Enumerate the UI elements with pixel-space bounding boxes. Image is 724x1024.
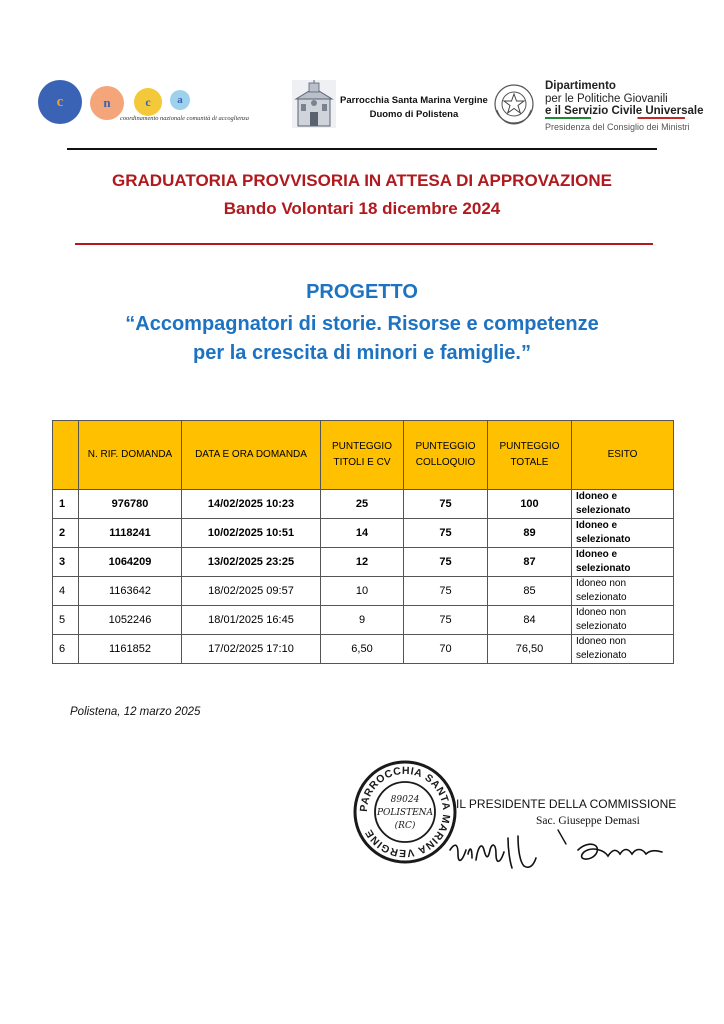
commission-president-label: IL PRESIDENTE DELLA COMMISSIONE xyxy=(456,797,677,811)
row-esito: Idoneo non selezionato xyxy=(572,635,674,664)
row-data: 18/01/2025 16:45 xyxy=(182,606,321,635)
parish-line1: Parrocchia Santa Marina Vergine xyxy=(340,95,488,106)
row-data: 18/02/2025 09:57 xyxy=(182,577,321,606)
handwritten-signature xyxy=(438,820,678,880)
table-row xyxy=(53,490,674,519)
project-label: PROGETTO xyxy=(306,281,418,303)
row-number: 6 xyxy=(53,635,79,664)
cnca-letter: a xyxy=(170,90,190,110)
row-number: 5 xyxy=(53,606,79,635)
col-data: DATA E ORA DOMANDA xyxy=(182,421,321,490)
svg-text:POLISTENA: POLISTENA xyxy=(376,808,434,818)
col-totale: PUNTEGGIO TOTALE xyxy=(488,421,572,490)
row-data: 17/02/2025 17:10 xyxy=(182,635,321,664)
row-titoli: 6,50 xyxy=(321,635,404,664)
row-number: 2 xyxy=(53,519,79,548)
table-row xyxy=(53,548,674,577)
row-data: 14/02/2025 10:23 xyxy=(182,490,321,519)
row-titoli: 14 xyxy=(321,519,404,548)
ranking-table xyxy=(52,420,674,664)
cnca-subtitle: coordinamento nazionale comunità di accoglienza xyxy=(120,115,249,122)
parish-line2: Duomo di Polistena xyxy=(369,109,459,120)
project-name-line1: “Accompagnatori di storie. Risorse e competenze xyxy=(125,313,599,335)
row-rif: 1052246 xyxy=(79,606,182,635)
header-divider xyxy=(67,148,657,150)
italian-emblem-icon xyxy=(492,80,536,128)
row-totale: 76,50 xyxy=(488,635,572,664)
row-esito: Idoneo e selezionato xyxy=(572,519,674,548)
row-rif: 976780 xyxy=(79,490,182,519)
row-rif: 1163642 xyxy=(79,577,182,606)
row-totale: 87 xyxy=(488,548,572,577)
row-colloquio: 75 xyxy=(404,606,488,635)
department-line1: Dipartimento xyxy=(545,80,616,92)
table-row xyxy=(53,519,674,548)
row-totale: 89 xyxy=(488,519,572,548)
row-totale: 85 xyxy=(488,577,572,606)
table-header-row xyxy=(53,421,674,490)
row-colloquio: 75 xyxy=(404,490,488,519)
place-date: Polistena, 12 marzo 2025 xyxy=(70,706,201,718)
department-line2: per le Politiche Giovanili xyxy=(545,92,668,105)
row-rif: 1118241 xyxy=(79,519,182,548)
signer-name: Sac. Giuseppe Demasi xyxy=(536,815,640,827)
cnca-logo xyxy=(38,76,278,128)
col-esito: ESITO xyxy=(572,421,674,490)
row-esito: Idoneo e selezionato xyxy=(572,490,674,519)
svg-text:PARROCCHIA SANTA MARINA VERGIN: PARROCCHIA SANTA MARINA VERGINE xyxy=(357,764,453,860)
col-index xyxy=(53,421,79,490)
department-presidency: Presidenza del Consiglio dei Ministri xyxy=(545,122,690,132)
row-totale: 100 xyxy=(488,490,572,519)
title-underline xyxy=(75,243,653,245)
col-colloquio: PUNTEGGIO COLLOQUIO xyxy=(404,421,488,490)
row-colloquio: 75 xyxy=(404,519,488,548)
parish-name xyxy=(340,94,488,122)
project-name-line2: per la crescita di minori e famiglie.” xyxy=(193,342,531,364)
cnca-letter: c xyxy=(134,88,162,116)
department-name xyxy=(545,80,704,118)
row-number: 4 xyxy=(53,577,79,606)
row-rif: 1161852 xyxy=(79,635,182,664)
row-esito: Idoneo non selezionato xyxy=(572,606,674,635)
table-row xyxy=(53,635,674,664)
row-esito: Idoneo non selezionato xyxy=(572,577,674,606)
svg-text:(RC): (RC) xyxy=(394,821,416,831)
row-colloquio: 75 xyxy=(404,577,488,606)
church-icon xyxy=(292,80,336,128)
col-rif: N. RIF. DOMANDA xyxy=(79,421,182,490)
row-titoli: 25 xyxy=(321,490,404,519)
page-subtitle: Bando Volontari 18 dicembre 2024 xyxy=(223,199,501,218)
row-titoli: 10 xyxy=(321,577,404,606)
row-rif: 1064209 xyxy=(79,548,182,577)
row-esito: Idoneo e selezionato xyxy=(572,548,674,577)
cnca-letter: c xyxy=(38,80,82,124)
table-row xyxy=(53,606,674,635)
col-titoli: PUNTEGGIO TITOLI E CV xyxy=(321,421,404,490)
row-data: 13/02/2025 23:25 xyxy=(182,548,321,577)
row-titoli: 9 xyxy=(321,606,404,635)
page-title: GRADUATORIA PROVVISORIA IN ATTESA DI APPROVAZIONE xyxy=(112,171,612,190)
row-totale: 84 xyxy=(488,606,572,635)
svg-text:89024: 89024 xyxy=(390,795,420,805)
row-colloquio: 70 xyxy=(404,635,488,664)
tricolor-bar xyxy=(545,117,685,119)
table-row xyxy=(53,577,674,606)
cnca-letter: n xyxy=(90,86,124,120)
row-number: 1 xyxy=(53,490,79,519)
row-number: 3 xyxy=(53,548,79,577)
department-line3: e il Servizio Civile Universale xyxy=(545,105,704,117)
row-data: 10/02/2025 10:51 xyxy=(182,519,321,548)
row-colloquio: 75 xyxy=(404,548,488,577)
row-titoli: 12 xyxy=(321,548,404,577)
